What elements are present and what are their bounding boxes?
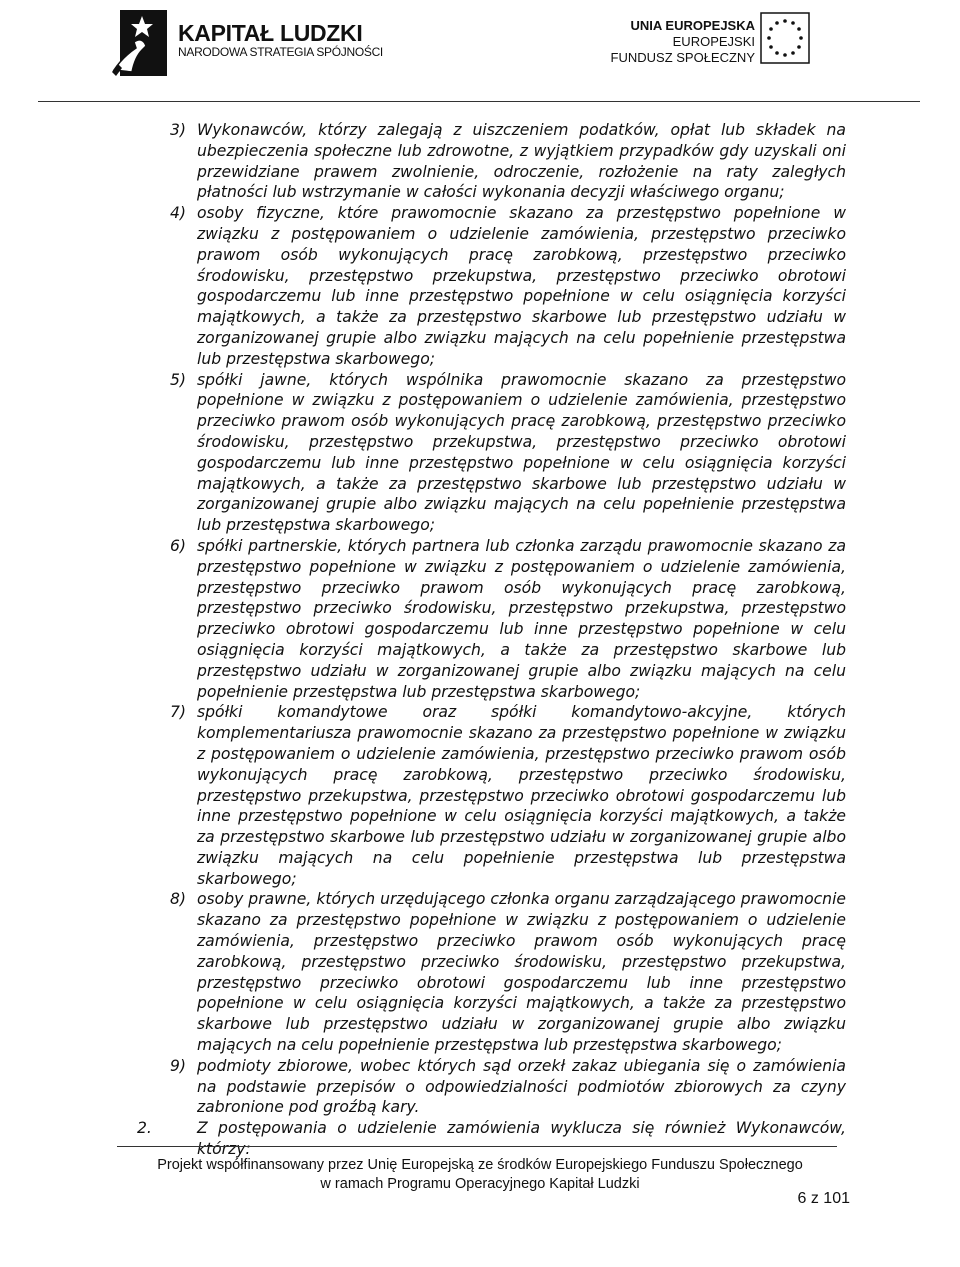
document-body bbox=[0, 120, 960, 1160]
footer-divider bbox=[117, 1146, 837, 1147]
list-item-number: 5) bbox=[170, 370, 187, 389]
list-item-text: spółki komandytowe oraz spółki komandytowo-akcyjne, których komplementariusza prawomocnie skazano za przestępstwo popełnione w związku z postępowaniem o udzielenie zamówienia, przestępstwo przeciwko prawom osób wykonujących pracę zarobkową, przestępstwo przeciwko środowisku, przestępstwo przekupstwa, przestępstwo przeciwko obrotowi gospodarczemu lub inne przestępstwo popełnione w celu osiągnięcia korzyści majątkowych, a także za przestępstwo skarbowe lub przestępstwo udziału w zorganizowanej grupie albo związku mających na celu popełnienie przestępstwa lub przestępstwa skarbowego; bbox=[197, 703, 846, 888]
brand-subtitle: NARODOWA STRATEGIA SPÓJNOŚCI bbox=[178, 45, 383, 59]
eu-line-1: UNIA EUROPEJSKA bbox=[630, 18, 755, 33]
list-item-number: 4) bbox=[170, 204, 187, 223]
list-item-number: 7) bbox=[170, 703, 187, 722]
list-item bbox=[0, 203, 960, 369]
list-item-text: podmioty zbiorowe, wobec których sąd orzekł zakaz ubiegania się o zamówienia na podstawie przepisów o odpowiedzialności podmiotów zbiorowych za czyny zabronione pod groźbą kary. bbox=[197, 1056, 846, 1117]
list-item-text: spółki partnerskie, których partnera lub członka zarządu prawomocnie skazano za przestępstwo popełnione w związku z postępowaniem o udzielenie zamówienia, przestępstwo przeciwko prawom osób wykonujących pracę zarobkową, przestępstwo przeciwko środowisku, przestępstwo przekupstwa, przestępstwo przeciwko obrotowi gospodarczemu lub inne przestępstwo popełnione w celu osiągnięcia korzyści majątkowych, a także za przestępstwo skarbowe lub przestępstwo udziału w zorganizowanej grupie albo związku mających na celu popełnienie przestępstwa lub przestępstwa skarbowego; bbox=[197, 536, 846, 701]
list-item bbox=[0, 370, 960, 536]
list-item-number: 3) bbox=[170, 121, 187, 139]
list-item-number: 6) bbox=[170, 536, 187, 555]
list-item-text: osoby fizyczne, które prawomocnie skazano za przestępstwo popełnione w związku z postępowaniem o udzielenie zamówienia, przestępstwo przeciwko prawom osób wykonujących pracę zarobkową, przestępstwo przeciwko środowisku, przestępstwo przekupstwa, przestępstwo przeciwko obrotowi gospodarczemu lub inne przestępstwo popełnione w celu osiągnięcia korzyści majątkowych, a także za przestępstwo skarbowe lub przestępstwo udziału w zorganizowanej grupie albo związku mających na celu popełnienie przestępstwa lub przestępstwa skarbowego; bbox=[197, 204, 846, 368]
list-item-text: spółki jawne, których wspólnika prawomocnie skazano za przestępstwo popełnione w związku z postępowaniem o udzielenie zamówienia, przestępstwo przeciwko prawom osób wykonujących pracę zarobkową, przestępstwo przeciwko środowisku, przestępstwo przekupstwa, przestępstwo przeciwko obrotowi gospodarczemu lub inne przestępstwo popełnione w celu osiągnięcia korzyści majątkowych, a także za przestępstwo skarbowe lub przestępstwo udziału w zorganizowanej grupie albo związku mających na celu popełnienie przestępstwa lub przestępstwa skarbowego; bbox=[197, 370, 846, 535]
list-item bbox=[0, 1056, 960, 1118]
list-item-number: 8) bbox=[170, 890, 187, 909]
list-item-text: osoby prawne, których urzędującego członka organu zarządzającego prawomocnie skazano za przestępstwo popełnione w związku z postępowaniem o udzielenie zamówienia, przestępstwo przeciwko prawom osób wykonujących pracę zarobkową, przestępstwo przeciwko środowisku, przestępstwo przekupstwa, przestępstwo przeciwko obrotowi gospodarczemu lub inne przestępstwo popełnione w celu osiągnięcia korzyści majątkowych, a także za przestępstwo skarbowe lub przestępstwo udziału w zorganizowanej grupie albo związku mających na celu popełnienie przestępstwa lub przestępstwa skarbowego; bbox=[197, 890, 846, 1055]
eu-line-2: EUROPEJSKI bbox=[672, 34, 755, 49]
list-item bbox=[0, 702, 960, 889]
eu-flag-icon bbox=[760, 12, 810, 64]
page-header bbox=[0, 0, 960, 100]
list-item bbox=[0, 120, 960, 203]
brand-title: KAPITAŁ LUDZKI bbox=[178, 20, 363, 46]
footer-line-1: Projekt współfinansowany przez Unię Europejską ze środków Europejskiego Funduszu Społecznego bbox=[157, 1157, 803, 1173]
eu-line-3: FUNDUSZ SPOŁECZNY bbox=[610, 50, 755, 65]
list-item bbox=[0, 536, 960, 702]
page-number: 6 z 101 bbox=[797, 1190, 850, 1207]
header-divider bbox=[38, 101, 920, 102]
kapital-ludzki-logo-icon bbox=[112, 10, 167, 76]
section-point-number: 2. bbox=[137, 1119, 152, 1138]
section-point-text: Z postępowania o udzielenie zamówienia wyklucza się również Wykonawców, którzy: bbox=[197, 1119, 846, 1159]
list-item-number: 9) bbox=[170, 1056, 187, 1075]
list-item bbox=[0, 889, 960, 1055]
section-point bbox=[0, 1118, 960, 1160]
page-footer bbox=[0, 1156, 960, 1194]
eu-label bbox=[611, 18, 755, 66]
list-item-text: Wykonawców, którzy zalegają z uiszczeniem podatków, opłat lub składek na ubezpieczenia społeczne lub zdrowotne, z wyjątkiem przypadków gdy uzyskali oni przewidziane prawem zwolnienie, odroczenie, rozłożenie na raty zaległych płatności lub wstrzymanie w całości wykonania decyzji właściwego organu; bbox=[197, 121, 846, 202]
footer-line-2: w ramach Programu Operacyjnego Kapitał Ludzki bbox=[320, 1176, 640, 1192]
